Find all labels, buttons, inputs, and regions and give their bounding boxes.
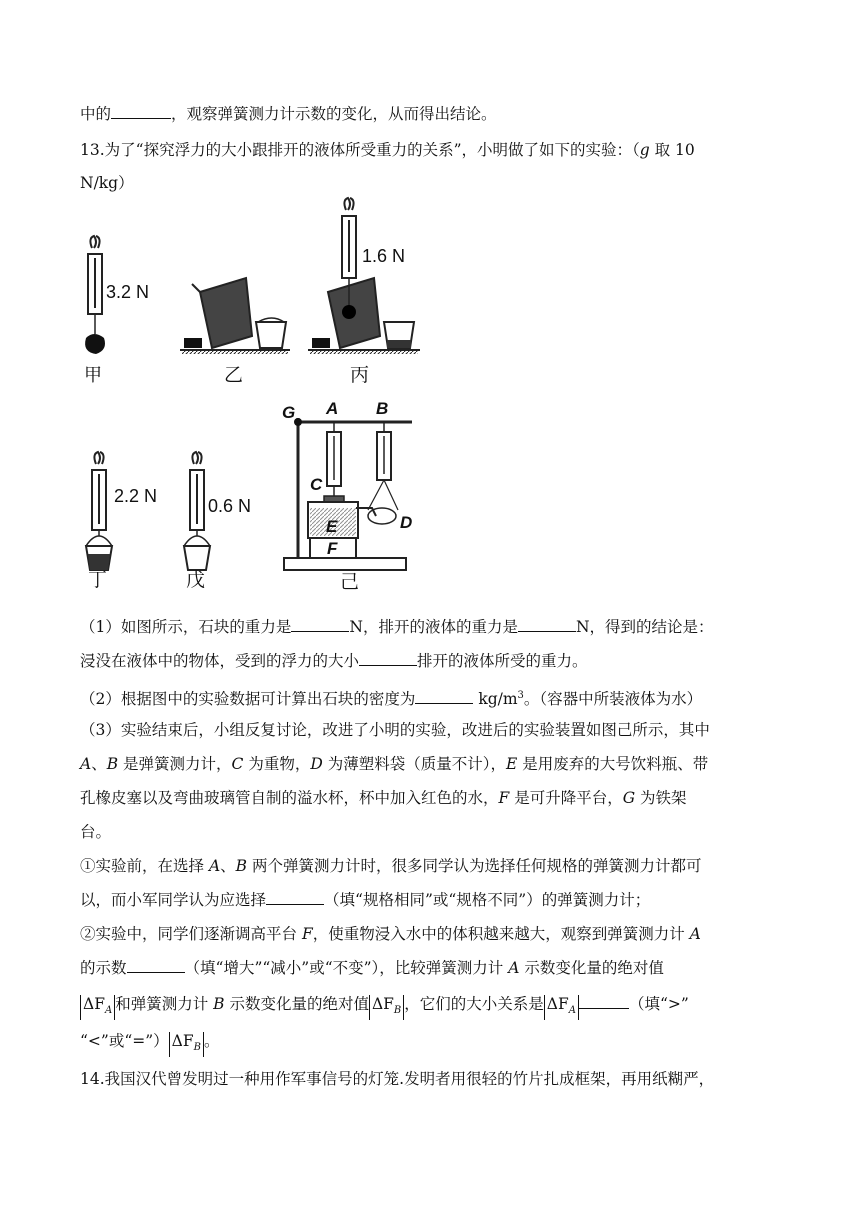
var: E: [505, 755, 518, 773]
text: 和弹簧测力计: [115, 995, 214, 1013]
var: A: [689, 925, 701, 943]
text: 以，而小军同学认为应选择: [80, 891, 267, 909]
text: 是用废弃的大号饮料瓶、带: [517, 755, 709, 773]
label-B: B: [376, 399, 389, 418]
reading-wu: 0.6 N: [208, 496, 252, 516]
text: kg/m: [478, 690, 518, 709]
caption-ji: 己: [340, 572, 360, 593]
label-F: F: [327, 539, 338, 558]
text: 、: [91, 755, 107, 773]
overflow-cup-yi: [180, 278, 290, 386]
text: （3）实验结束后，小组反复讨论，改进了小明的实验，改进后的实验装置如图己所示，其中: [80, 721, 710, 739]
text: 两个弹簧测力计时，很多同学认为选择任何规格的弹簧测力计都可: [247, 857, 702, 875]
var: C: [231, 755, 244, 773]
text: （填“规格相同”或“规格不同”）的弹簧测力计；: [324, 891, 651, 909]
question-13-line-1: [80, 139, 695, 161]
caption-ding: 丁: [88, 570, 108, 591]
text: 孔橡皮塞以及弯曲玻璃管自制的溢水杯，杯中加入红色的水，: [80, 789, 499, 807]
text: 13.为了“探究浮力的大小跟排开的液体所受重力的关系”，小明做了如下的实验：（: [80, 141, 640, 159]
text: 、: [220, 857, 236, 875]
experiment-figure: [0, 196, 860, 596]
answer-blank: [111, 104, 171, 119]
text: N，排开的液体的重力是: [349, 618, 518, 636]
caption-jia: 甲: [84, 365, 102, 386]
answer-blank: [266, 890, 324, 905]
reading-ding: 2.2 N: [114, 486, 158, 506]
abs-delta-FA: $\Delta F_A$: [80, 995, 115, 1020]
spring-scale-bing: [308, 198, 420, 386]
reading-bing: 1.6 N: [362, 246, 406, 266]
var: A: [80, 755, 92, 773]
label-A: A: [326, 399, 339, 418]
apparatus-ji: [282, 399, 412, 593]
label-D: D: [400, 513, 413, 532]
answer-blank: [291, 617, 349, 632]
item-2-line-1: [80, 923, 701, 945]
text-line-1: [80, 103, 497, 125]
text: 是可升降平台，: [509, 789, 623, 807]
text: 。（容器中所装液体为水）: [523, 690, 703, 709]
text: 为铁架: [635, 789, 687, 807]
part-3-line-2: [80, 753, 708, 775]
abs-delta-FA: $\Delta F_A$: [544, 995, 579, 1020]
text: 台。: [80, 823, 112, 841]
var: F: [498, 789, 510, 807]
answer-blank: [579, 994, 629, 1009]
text: 浸没在液体中的物体，受到的浮力的大小: [80, 652, 360, 670]
superscript: 3: [517, 690, 524, 701]
text: （填“>”: [628, 995, 689, 1013]
caption-bing: 丙: [350, 365, 370, 386]
caption-wu: 戊: [186, 570, 206, 591]
text: 的示数: [80, 959, 127, 977]
label-G: G: [282, 403, 296, 422]
text: 示数变化量的绝对值: [519, 959, 664, 977]
item-2-line-3: [80, 993, 689, 1020]
text: N，得到的结论是：: [575, 618, 714, 636]
part-3-line-1: [80, 719, 710, 741]
reading-jia: 3.2 N: [106, 282, 150, 302]
part-1-line-1: [80, 616, 714, 638]
abs-delta-FB: $\Delta F_B$: [369, 995, 404, 1020]
part-1-line-2: [80, 650, 588, 672]
label-C: C: [310, 475, 323, 494]
text: “<”或“=”）: [80, 1032, 169, 1050]
text: 示数变化量的绝对值: [224, 995, 369, 1013]
label-E: E: [326, 517, 338, 536]
spring-scale-wu: [184, 452, 251, 591]
abs-delta-FB: $\Delta F_B$: [169, 1032, 204, 1057]
question-14-line-1: [80, 1068, 714, 1090]
text: （2）根据图中的实验数据可计算出石块的密度为: [80, 690, 416, 709]
answer-blank: [359, 651, 417, 666]
var: B: [106, 755, 119, 773]
text: 为薄塑料袋（质量不计），: [322, 755, 506, 773]
text: 排开的液体所受的重力。: [417, 652, 588, 670]
part-3-line-3: [80, 787, 687, 809]
text: 是弹簧测力计，: [118, 755, 232, 773]
text: ，使重物浸入水中的体积越来越大，观察到弹簧测力计: [312, 925, 690, 943]
question-13-line-2: [80, 172, 134, 194]
text: （填“增大”“减小”或“不变”），比较弹簧测力计: [184, 959, 509, 977]
var: A: [508, 959, 520, 977]
text: ①实验前，在选择: [80, 857, 209, 875]
part-3-line-4: [80, 821, 111, 843]
var-g: g: [639, 141, 650, 159]
text: N/kg）: [80, 174, 134, 192]
text: （1）如图所示，石块的重力是: [80, 618, 292, 636]
caption-yi: 乙: [224, 365, 244, 386]
text: 为重物，: [243, 755, 311, 773]
text: ，它们的大小关系是: [404, 995, 544, 1013]
item-1-line-1: [80, 855, 701, 877]
var: A: [208, 857, 221, 875]
text: ②实验中，同学们逐渐调高平台: [80, 925, 302, 943]
answer-blank: [127, 958, 185, 973]
var: B: [213, 995, 225, 1013]
answer-blank: [518, 617, 576, 632]
text: 。: [203, 1032, 220, 1050]
text: 中的: [80, 105, 112, 123]
item-1-line-2: [80, 889, 650, 911]
var: B: [235, 857, 248, 875]
spring-scale-ding: [86, 452, 157, 591]
part-2-line: [80, 685, 702, 710]
item-2-line-2: [80, 957, 664, 979]
item-2-line-4: [80, 1030, 220, 1057]
spring-scale-jia: [84, 236, 149, 386]
text: 取 10: [649, 141, 695, 159]
var: D: [310, 755, 323, 773]
answer-blank: [415, 689, 473, 704]
text: 14.我国汉代曾发明过一种用作军事信号的灯笼.发明者用很轻的竹片扎成框架，再用纸糊严，: [80, 1070, 715, 1088]
var: G: [622, 789, 636, 807]
text: ，观察弹簧测力计示数的变化，从而得出结论。: [171, 105, 497, 123]
var: F: [301, 925, 313, 943]
